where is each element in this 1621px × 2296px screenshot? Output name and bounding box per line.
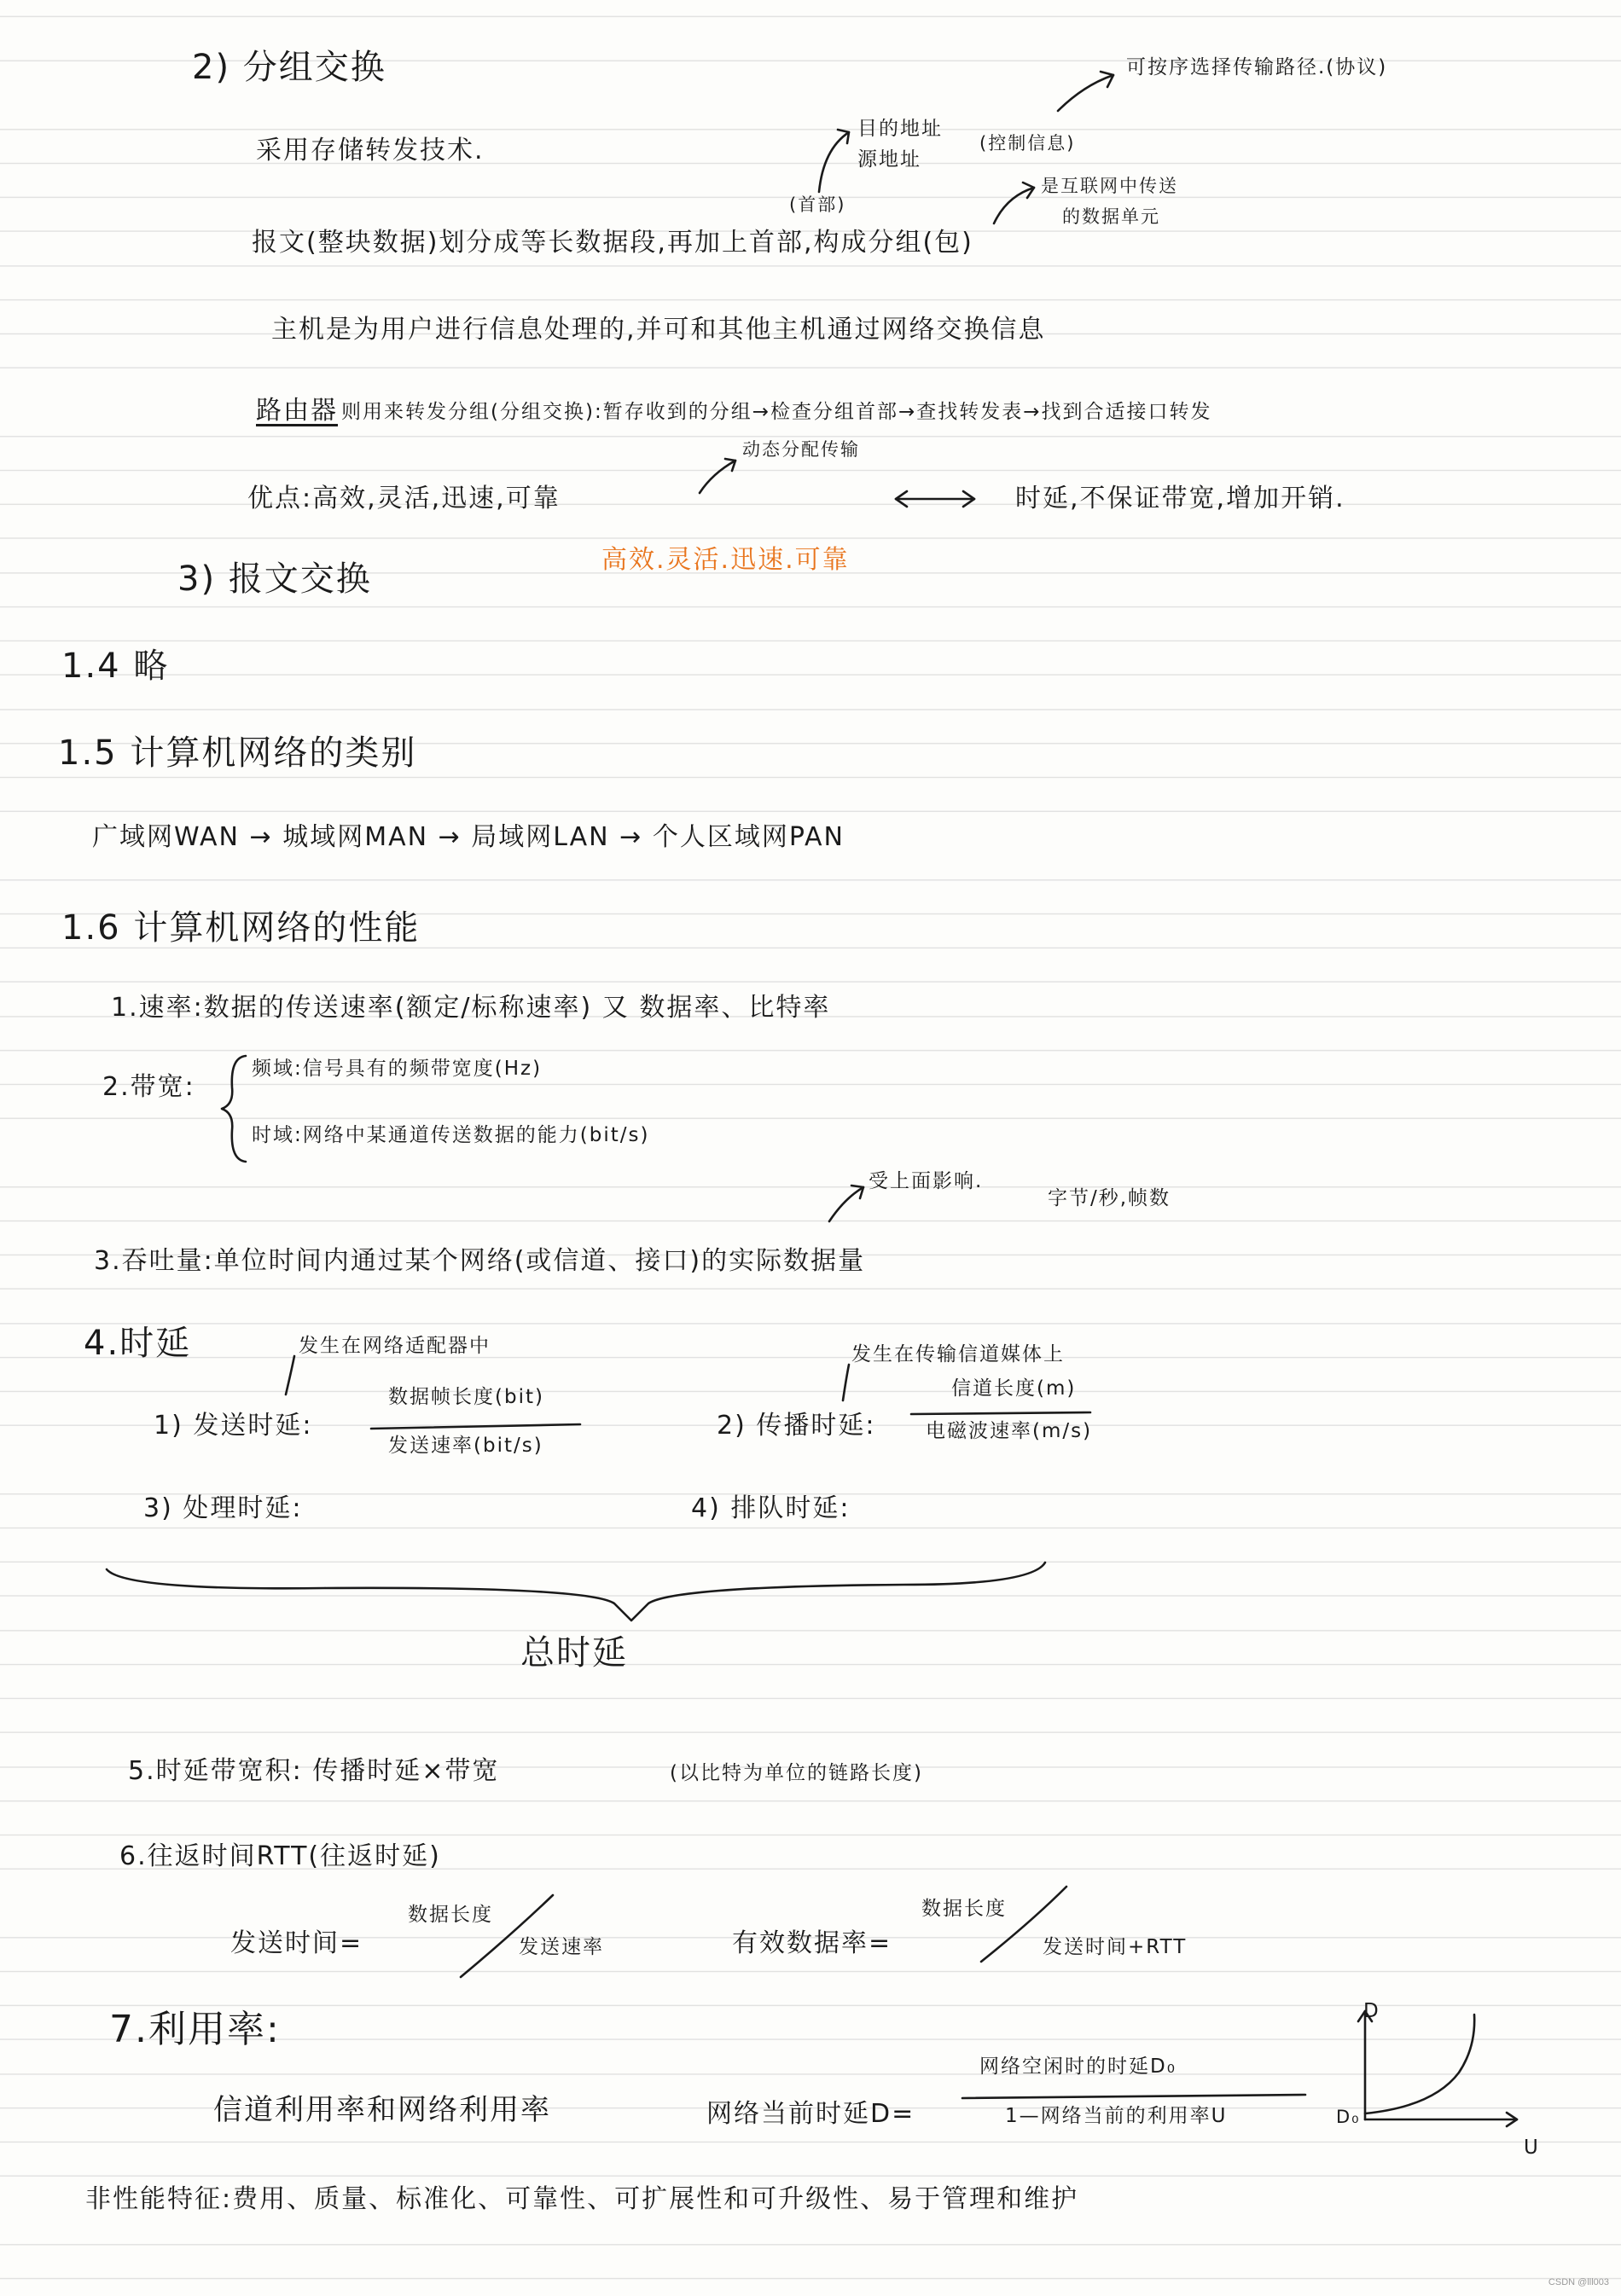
graph-delay-curve xyxy=(1365,2015,1474,2113)
total-delay-label: 总时延 xyxy=(520,1633,628,1673)
utilization-title: 7.利用率: xyxy=(109,2008,281,2051)
prop-delay-fraction-bar xyxy=(911,1412,1090,1414)
utilization-description: 信道利用率和网络利用率 xyxy=(213,2093,551,2127)
send-delay-numerator: 数据帧长度(bit) xyxy=(388,1386,544,1408)
orange-note: 高效.灵活.迅速.可靠 xyxy=(601,545,850,575)
graph-u-label: U xyxy=(1524,2137,1540,2159)
send-delay-denominator: 发送速率(bit/s) xyxy=(388,1435,543,1457)
protocol-annotation: 可按序选择传输路径.(协议) xyxy=(1126,56,1388,78)
router-label: 路由器 xyxy=(256,396,338,426)
current-delay-fraction-bar xyxy=(962,2095,1305,2098)
bandwidth-brace xyxy=(222,1056,246,1162)
send-time-denominator: 发送速率 xyxy=(519,1936,604,1958)
graph-d0-label: D₀ xyxy=(1336,2107,1361,2127)
rate-line: 1.速率:数据的传送速率(额定/标称速率) 又 数据率、比特率 xyxy=(111,993,831,1023)
arrow-to-protocol xyxy=(1058,75,1113,111)
send-time-numerator: 数据长度 xyxy=(408,1904,493,1926)
src-address-annotation: 源地址 xyxy=(857,148,921,171)
network-categories-line: 广域网WAN → 城域网MAN → 局域网LAN → 个人区域网PAN xyxy=(92,822,845,852)
section-1-6-title: 1.6 计算机网络的性能 xyxy=(61,908,421,948)
throughput-line: 3.吞吐量:单位时间内通过某个网络(或信道、接口)的实际数据量 xyxy=(94,1246,866,1276)
cons-line: 时延,不保证带宽,增加开销. xyxy=(1015,484,1345,513)
send-delay-label: 1) 发送时延: xyxy=(154,1411,313,1441)
arrow-to-pros xyxy=(700,461,735,493)
processing-delay-label: 3) 处理时延: xyxy=(143,1493,303,1523)
delay-bandwidth-note: (以比特为单位的链路长度) xyxy=(670,1762,923,1784)
arrow-to-throughput-note xyxy=(829,1187,863,1221)
graph-x-arrow xyxy=(1507,2113,1517,2126)
dynamic-alloc-annotation: 动态分配传输 xyxy=(742,439,860,460)
send-delay-fraction-bar xyxy=(371,1424,580,1429)
header-annotation: (首部) xyxy=(789,194,846,215)
arrow-to-data-unit xyxy=(994,188,1034,223)
double-arrow-right-head xyxy=(963,491,974,507)
prop-delay-denominator: 电磁波速率(m/s) xyxy=(926,1420,1093,1442)
arrow-to-protocol-head xyxy=(1101,72,1113,87)
throughput-annotation: 受上面影响. xyxy=(869,1170,984,1192)
arrow-to-throughput-note-head xyxy=(851,1186,863,1198)
current-delay-numerator: 网络空闲时的时延D₀ xyxy=(979,2055,1177,2078)
section-3-title: 3) 报文交换 xyxy=(177,560,372,599)
arrow-to-send-anno xyxy=(286,1356,294,1394)
prop-delay-numerator: 信道长度(m) xyxy=(951,1377,1077,1400)
graph-d-label: D xyxy=(1363,2000,1380,2022)
bandwidth-frequency: 频域:信号具有的频带宽度(Hz) xyxy=(252,1058,543,1080)
data-unit-annotation-2: 的数据单元 xyxy=(1062,206,1160,227)
effective-rate-label: 有效数据率= xyxy=(732,1928,892,1958)
current-delay-label: 网络当前时延D= xyxy=(706,2099,915,2129)
queue-delay-label: 4) 排队时延: xyxy=(691,1493,851,1523)
throughput-units: 字节/秒,帧数 xyxy=(1048,1187,1171,1209)
effective-rate-numerator: 数据长度 xyxy=(921,1898,1007,1920)
dest-address-annotation: 目的地址 xyxy=(857,118,943,140)
delay-title: 4.时延 xyxy=(84,1324,192,1363)
double-arrow-left-head xyxy=(896,491,907,507)
arrow-to-address xyxy=(819,132,849,192)
arrow-to-address-head xyxy=(838,130,849,143)
data-unit-annotation-1: 是互联网中传送 xyxy=(1041,176,1178,196)
non-performance-line: 非性能特征:费用、质量、标准化、可靠性、可扩展性和可升级性、易于管理和维护 xyxy=(85,2184,1079,2214)
arrow-to-data-unit-head xyxy=(1023,183,1034,198)
arrow-to-pros-head xyxy=(725,459,735,471)
rtt-title: 6.往返时间RTT(往返时延) xyxy=(119,1841,441,1871)
prop-delay-label: 2) 传播时延: xyxy=(717,1411,876,1441)
bandwidth-time: 时域:网络中某通道传送数据的能力(bit/s) xyxy=(252,1124,650,1146)
total-delay-brace xyxy=(107,1563,1045,1621)
section-2-title: 2) 分组交换 xyxy=(192,48,386,87)
host-description-line: 主机是为用户进行信息处理的,并可和其他主机通过网络交换信息 xyxy=(271,315,1046,345)
arrow-to-prop-anno xyxy=(843,1365,849,1400)
send-time-label: 发送时间= xyxy=(230,1928,363,1958)
current-delay-denominator: 1—网络当前的利用率U xyxy=(1005,2105,1228,2127)
section-1-4-title: 1.4 略 xyxy=(61,646,170,686)
message-split-line: 报文(整块数据)划分成等长数据段,再加上首部,构成分组(包) xyxy=(252,228,973,258)
delay-bandwidth-product: 5.时延带宽积: 传播时延×带宽 xyxy=(128,1756,500,1786)
router-description: 则用来转发分组(分组交换):暂存收到的分组→检查分组首部→查找转发表→找到合适接口转发 xyxy=(341,401,1212,423)
bandwidth-label: 2.带宽: xyxy=(102,1072,195,1102)
control-info-annotation: (控制信息) xyxy=(979,133,1076,154)
section-1-5-title: 1.5 计算机网络的类别 xyxy=(58,733,417,773)
store-forward-line: 采用存储转发技术. xyxy=(256,136,485,165)
effective-rate-denominator: 发送时间+RTT xyxy=(1043,1936,1188,1958)
send-delay-annotation: 发生在网络适配器中 xyxy=(299,1335,491,1357)
pros-line: 优点:高效,灵活,迅速,可靠 xyxy=(247,484,561,513)
prop-delay-annotation: 发生在传输信道媒体上 xyxy=(851,1343,1065,1365)
csdn-watermark: CSDN @lll003 xyxy=(1548,2277,1609,2287)
